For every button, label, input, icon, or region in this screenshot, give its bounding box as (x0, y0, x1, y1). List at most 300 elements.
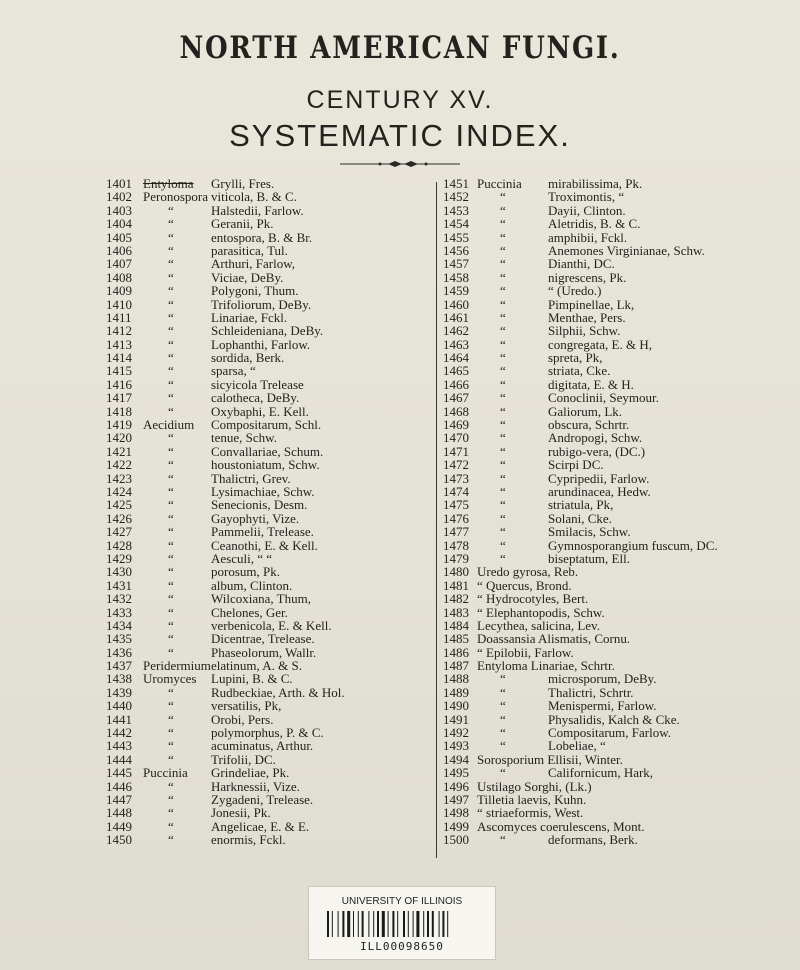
entry-species: Jonesii, Pk. (211, 805, 271, 821)
ditto-mark: “ (168, 591, 174, 607)
ditto-mark: “ (168, 296, 174, 312)
entry-number: 1428 (106, 537, 132, 553)
entry-number: 1429 (106, 550, 132, 566)
entry-number: 1438 (106, 671, 132, 687)
entry-species: Silphii, Schw. (548, 323, 621, 339)
entry-species: versatilis, Pk, (211, 698, 282, 714)
entry-species: nigrescens, Pk. (548, 269, 627, 285)
entry-number: 1442 (106, 725, 132, 741)
entry-number: 1468 (443, 403, 469, 419)
entry-number: 1406 (106, 242, 132, 258)
index-entry (440, 806, 785, 819)
ditto-mark: “ (500, 470, 506, 486)
entry-number: 1450 (106, 832, 132, 848)
entry-number: 1481 (443, 577, 469, 593)
entry-species: Menispermi, Farlow. (548, 698, 657, 714)
entry-number: 1463 (443, 336, 469, 352)
index-entry (106, 364, 436, 377)
index-entry (106, 592, 436, 605)
ditto-mark: “ (500, 711, 506, 727)
index-entry (106, 806, 436, 819)
index-entry (440, 231, 785, 244)
entry-species: Troximontis, “ (548, 189, 625, 205)
entry-number: 1434 (106, 617, 132, 633)
index-entry (440, 498, 785, 511)
index-entry (106, 190, 436, 203)
index-entry (440, 552, 785, 565)
index-entry (106, 686, 436, 699)
entry-species: rubigo-vera, (DC.) (548, 443, 646, 459)
ditto-mark: “ (500, 483, 506, 499)
index-entry (440, 445, 785, 458)
ditto-mark: “ (168, 483, 174, 499)
entry-species: Scirpi DC. (548, 457, 604, 473)
entry-number: 1436 (106, 644, 132, 660)
entry-species: Schleideniana, DeBy. (211, 323, 324, 339)
index-entry (440, 324, 785, 337)
entry-number: 1426 (106, 510, 132, 526)
entry-genus: Lecythea, salicina, Lev. (477, 617, 600, 633)
entry-species: mirabilissima, Pk. (548, 176, 643, 191)
index-entry (440, 632, 785, 645)
ditto-mark: “ (168, 818, 174, 834)
entry-number: 1421 (106, 443, 132, 459)
entry-number: 1427 (106, 524, 132, 540)
entry-species: striata, Cke. (548, 363, 611, 379)
column-divider (436, 182, 437, 858)
ditto-mark: “ (500, 189, 506, 205)
ditto-mark: “ (500, 684, 506, 700)
entry-number: 1498 (443, 805, 469, 821)
entry-number: 1465 (443, 363, 469, 379)
entry-species: Chelones, Ger. (211, 604, 288, 620)
entry-number: 1460 (443, 296, 469, 312)
index-entry (440, 659, 785, 672)
index-entry (106, 632, 436, 645)
ditto-mark: “ (168, 631, 174, 647)
index-entry (440, 458, 785, 471)
entry-number: 1404 (106, 216, 132, 232)
entry-number: 1493 (443, 738, 469, 754)
entry-number: 1402 (106, 189, 132, 205)
index-entry (440, 726, 785, 739)
entry-number: 1486 (443, 644, 469, 660)
ditto-mark: “ (168, 577, 174, 593)
entry-species: Thalictri, Grev. (211, 470, 291, 486)
entry-species: Solani, Cke. (548, 510, 612, 526)
entry-number: 1484 (443, 617, 469, 633)
entry-species: Convallariae, Schum. (211, 443, 324, 459)
entry-species: album, Clinton. (211, 577, 293, 593)
entry-species: Dicentrae, Trelease. (211, 631, 315, 647)
entry-genus: Uredo gyrosa, Reb. (477, 564, 579, 580)
index-entry (440, 391, 785, 404)
index-entry (106, 619, 436, 632)
entry-number: 1480 (443, 564, 469, 580)
index-entry (440, 204, 785, 217)
entry-species: biseptatum, Ell. (548, 550, 630, 566)
entry-species: Ceanothi, E. & Kell. (211, 537, 318, 553)
entry-species: Phaseolorum, Wallr. (211, 644, 317, 660)
index-entry (440, 405, 785, 418)
entry-species: Grindeliae, Pk. (211, 765, 290, 781)
ditto-mark: “ (500, 216, 506, 232)
ditto-mark: “ (168, 457, 174, 473)
entry-number: 1458 (443, 269, 469, 285)
entry-number: 1453 (443, 202, 469, 218)
entry-number: 1431 (106, 577, 132, 593)
index-entry (106, 672, 436, 685)
entry-species: spreta, Pk, (548, 350, 603, 366)
entry-number: 1462 (443, 323, 469, 339)
entry-number: 1471 (443, 443, 469, 459)
ditto-mark: “ (168, 309, 174, 325)
entry-number: 1416 (106, 376, 132, 392)
index-entry (440, 713, 785, 726)
barcode-icon (327, 911, 477, 937)
ditto-mark: “ (168, 323, 174, 339)
index-entry (106, 405, 436, 418)
ditto-mark: “ (168, 644, 174, 660)
entry-species: Pimpinellae, Lk, (548, 296, 635, 312)
index-entry (106, 606, 436, 619)
index-entry (106, 525, 436, 538)
index-entry (106, 391, 436, 404)
index-entry (440, 378, 785, 391)
ditto-mark: “ (500, 202, 506, 218)
entry-number: 1405 (106, 229, 132, 245)
index-entry (106, 217, 436, 230)
ditto-mark: “ (500, 430, 506, 446)
entry-species: Aletridis, B. & C. (548, 216, 641, 232)
entry-species: deformans, Berk. (548, 832, 638, 848)
index-entry (440, 284, 785, 297)
entry-number: 1415 (106, 363, 132, 379)
entry-number: 1418 (106, 403, 132, 419)
entry-species: Lupini, B. & C. (211, 671, 293, 687)
entry-number: 1445 (106, 765, 132, 781)
entry-genus: Peridermium (143, 658, 211, 674)
entry-species: Lophanthi, Farlow. (211, 336, 311, 352)
ditto-mark: “ (168, 510, 174, 526)
entry-number: 1432 (106, 591, 132, 607)
ditto-mark: “ (500, 443, 506, 459)
index-entry (106, 820, 436, 833)
ditto-mark: “ (168, 336, 174, 352)
ditto-mark: “ (168, 202, 174, 218)
entry-number: 1469 (443, 417, 469, 433)
entry-number: 1408 (106, 269, 132, 285)
entry-number: 1425 (106, 497, 132, 513)
index-entry (440, 606, 785, 619)
entry-number: 1417 (106, 390, 132, 406)
index-entry (106, 552, 436, 565)
entry-number: 1473 (443, 470, 469, 486)
entry-number: 1437 (106, 658, 132, 674)
entry-number: 1407 (106, 256, 132, 272)
entry-species: Wilcoxiana, Thum, (211, 591, 311, 607)
entry-species: Compositarum, Farlow. (548, 725, 672, 741)
entry-species: calotheca, DeBy. (211, 390, 300, 406)
index-entry (440, 271, 785, 284)
index-entry (106, 646, 436, 659)
index-entry (440, 766, 785, 779)
entry-species: obscura, Schrtr. (548, 417, 630, 433)
entry-number: 1414 (106, 350, 132, 366)
entry-number: 1476 (443, 510, 469, 526)
century-subtitle: CENTURY XV. (306, 86, 494, 114)
ditto-mark: “ (168, 564, 174, 580)
index-entry (440, 525, 785, 538)
index-entry (106, 713, 436, 726)
index-entry (440, 793, 785, 806)
ditto-mark: “ (500, 457, 506, 473)
index-entry (440, 244, 785, 257)
ditto-mark: “ (500, 256, 506, 272)
entry-species: Halstedii, Farlow. (211, 202, 304, 218)
index-entry (440, 686, 785, 699)
entry-species: porosum, Pk. (211, 564, 280, 580)
index-entry (106, 726, 436, 739)
entry-species: Geranii, Pk. (211, 216, 274, 232)
index-entry (106, 257, 436, 270)
entry-number: 1443 (106, 738, 132, 754)
entry-number: 1499 (443, 818, 469, 834)
index-entry (106, 204, 436, 217)
entry-number: 1439 (106, 684, 132, 700)
index-heading: SYSTEMATIC INDEX. (229, 118, 571, 153)
ditto-mark: “ (500, 350, 506, 366)
entry-number: 1489 (443, 684, 469, 700)
ditto-mark: “ (500, 765, 506, 781)
ditto-mark: “ (500, 296, 506, 312)
entry-genus: “ striaeformis, West. (477, 805, 584, 821)
entry-species: arundinacea, Hedw. (548, 483, 651, 499)
ditto-mark: “ (500, 698, 506, 714)
entry-genus: “ Epilobii, Farlow. (477, 644, 574, 660)
index-entry (106, 780, 436, 793)
entry-genus: “ Elephantopodis, Schw. (477, 604, 605, 620)
ditto-mark: “ (500, 550, 506, 566)
entry-number: 1478 (443, 537, 469, 553)
entry-number: 1435 (106, 631, 132, 647)
entry-species: Conoclinii, Seymour. (548, 390, 659, 406)
entry-species: Anemones Virginianae, Schw. (548, 242, 705, 258)
ditto-mark: “ (168, 524, 174, 540)
index-entry (440, 646, 785, 659)
entry-species: Smilacis, Schw. (548, 524, 631, 540)
ditto-mark: “ (500, 510, 506, 526)
index-entry (106, 793, 436, 806)
entry-species: sparsa, “ (211, 363, 256, 379)
index-entry (440, 311, 785, 324)
ditto-mark: “ (168, 216, 174, 232)
entry-species: entospora, B. & Br. (211, 229, 313, 245)
index-entry (440, 833, 785, 846)
entry-number: 1448 (106, 805, 132, 821)
entry-number: 1420 (106, 430, 132, 446)
entry-number: 1472 (443, 457, 469, 473)
index-entry (106, 338, 436, 351)
ditto-mark: “ (500, 363, 506, 379)
index-entry (106, 485, 436, 498)
ditto-mark: “ (168, 283, 174, 299)
entry-species: Andropogi, Schw. (548, 430, 643, 446)
index-entry (106, 766, 436, 779)
entry-species: Galiorum, Lk. (548, 403, 623, 419)
ditto-mark: “ (168, 684, 174, 700)
ditto-mark: “ (168, 256, 174, 272)
entry-species: Rudbeckiae, Arth. & Hol. (211, 684, 345, 700)
entry-species: Gymnosporangium fuscum, DC. (548, 537, 718, 553)
entry-number: 1464 (443, 350, 469, 366)
index-entry (106, 659, 436, 672)
index-entry (106, 431, 436, 444)
entry-number: 1470 (443, 430, 469, 446)
entry-species: digitata, E. & H. (548, 376, 634, 392)
index-entry (106, 565, 436, 578)
entry-number: 1424 (106, 483, 132, 499)
ditto-mark: “ (500, 725, 506, 741)
entry-number: 1447 (106, 791, 132, 807)
entry-species: Cypripedii, Farlow. (548, 470, 650, 486)
entry-species: Linariae, Fckl. (211, 309, 288, 325)
entry-genus: Aecidium (143, 417, 195, 433)
entry-species: Thalictri, Schrtr. (548, 684, 634, 700)
entry-species: Trifolii, DC. (211, 751, 276, 767)
index-entry (440, 579, 785, 592)
entry-number: 1459 (443, 283, 469, 299)
index-entry (440, 472, 785, 485)
entry-number: 1479 (443, 550, 469, 566)
entry-species: striatula, Pk, (548, 497, 614, 513)
index-entry (440, 431, 785, 444)
ditto-mark: “ (168, 269, 174, 285)
index-entry (440, 364, 785, 377)
ditto-mark: “ (500, 832, 506, 848)
ditto-mark: “ (500, 403, 506, 419)
entry-species: elatinum, A. & S. (211, 658, 302, 674)
index-entry (106, 298, 436, 311)
entry-number: 1474 (443, 483, 469, 499)
entry-number: 1419 (106, 417, 132, 433)
ditto-mark: “ (168, 725, 174, 741)
entry-number: 1451 (443, 176, 469, 191)
ditto-mark: “ (500, 336, 506, 352)
entry-number: 1441 (106, 711, 132, 727)
entry-species: Compositarum, Schl. (211, 417, 322, 433)
index-entry (106, 498, 436, 511)
index-entry (440, 257, 785, 270)
ditto-mark: “ (168, 698, 174, 714)
ditto-mark: “ (500, 417, 506, 433)
entry-number: 1477 (443, 524, 469, 540)
ditto-mark: “ (500, 323, 506, 339)
index-entry (106, 753, 436, 766)
index-entry (440, 699, 785, 712)
ornament-divider-icon (340, 159, 460, 169)
index-entry (440, 298, 785, 311)
entry-number: 1444 (106, 751, 132, 767)
index-column-right (440, 177, 785, 847)
entry-number: 1422 (106, 457, 132, 473)
index-entry (106, 231, 436, 244)
entry-species: Lysimachiae, Schw. (211, 483, 315, 499)
ditto-mark: “ (168, 778, 174, 794)
entry-species: amphibii, Fckl. (548, 229, 628, 245)
index-entry (106, 445, 436, 458)
ditto-mark: “ (168, 738, 174, 754)
entry-species: Grylli, Fres. (211, 176, 275, 191)
index-entry (440, 780, 785, 793)
entry-species: houstoniatum, Schw. (211, 457, 320, 473)
ditto-mark: “ (500, 229, 506, 245)
entry-number: 1454 (443, 216, 469, 232)
ditto-mark: “ (168, 791, 174, 807)
entry-number: 1494 (443, 751, 469, 767)
index-entry (106, 378, 436, 391)
index-entry (106, 739, 436, 752)
ditto-mark: “ (168, 363, 174, 379)
ditto-mark: “ (168, 470, 174, 486)
index-entry (106, 472, 436, 485)
index-entry (106, 177, 436, 190)
entry-number: 1456 (443, 242, 469, 258)
index-entry (440, 753, 785, 766)
entry-genus: Puccinia (143, 765, 188, 781)
entry-number: 1446 (106, 778, 132, 794)
index-entry (106, 699, 436, 712)
entry-number: 1412 (106, 323, 132, 339)
entry-number: 1455 (443, 229, 469, 245)
entry-species: tenue, Schw. (211, 430, 277, 446)
entry-number: 1449 (106, 818, 132, 834)
entry-species: Oxybaphi, E. Kell. (211, 403, 309, 419)
index-entry (440, 485, 785, 498)
ditto-mark: “ (168, 390, 174, 406)
index-entry (106, 271, 436, 284)
entry-species: viticola, B. & C. (211, 189, 297, 205)
entry-number: 1488 (443, 671, 469, 687)
index-entry (106, 244, 436, 257)
entry-species: Gayophyti, Vize. (211, 510, 300, 526)
ditto-mark: “ (168, 350, 174, 366)
entry-number: 1433 (106, 604, 132, 620)
index-entry (106, 351, 436, 364)
entry-species: Polygoni, Thum. (211, 283, 299, 299)
entry-number: 1452 (443, 189, 469, 205)
entry-species: Angelicae, E. & E. (211, 818, 310, 834)
entry-species: Dianthi, DC. (548, 256, 615, 272)
entry-number: 1467 (443, 390, 469, 406)
entry-number: 1495 (443, 765, 469, 781)
entry-species: “ (Uredo.) (548, 283, 602, 299)
entry-genus: Ascomyces coerulescens, Mont. (477, 818, 645, 834)
ditto-mark: “ (168, 805, 174, 821)
entry-number: 1413 (106, 336, 132, 352)
entry-number: 1483 (443, 604, 469, 620)
entry-species: congregata, E. & H, (548, 336, 652, 352)
entry-species: Aesculi, “ “ (211, 550, 273, 566)
entry-number: 1496 (443, 778, 469, 794)
index-entry (440, 565, 785, 578)
entry-species: sordida, Berk. (211, 350, 285, 366)
index-entry (106, 418, 436, 431)
entry-number: 1491 (443, 711, 469, 727)
index-entry (440, 217, 785, 230)
ditto-mark: “ (168, 617, 174, 633)
ditto-mark: “ (500, 309, 506, 325)
